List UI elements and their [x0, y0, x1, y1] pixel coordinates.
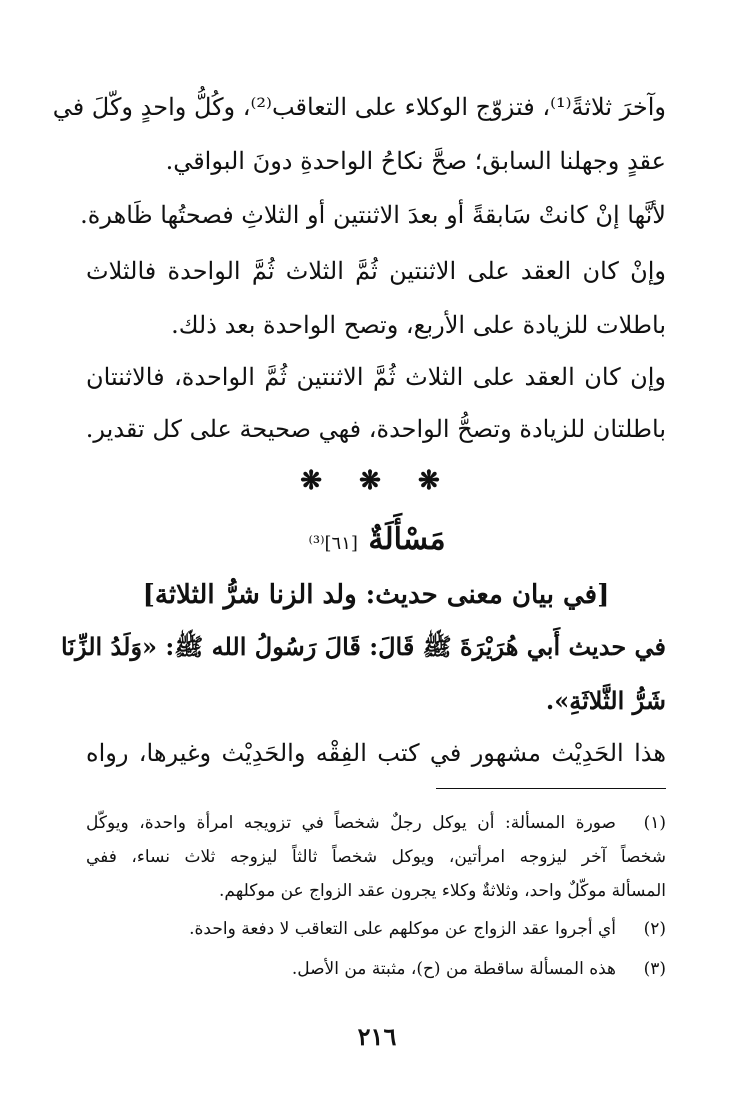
footnote-1-line-1: صورة المسألة: أن يوكل رجلٌ شخصاً في تزويجه امرأة واحدة، ويوكّل [86, 813, 616, 833]
hadith-line-2: شَرُّ الثَّلاثَةِ». [545, 686, 666, 715]
masala-subtitle: [في بيان معنى حديث: ولد الزنا شرُّ الثلاثة] [142, 580, 610, 610]
body-line-1: وآخرَ ثلاثةً⁽¹⁾، فتزوّج الوكلاء على التعاقب⁽²⁾، وكُلُّ واحدٍ وكّلَ في [52, 93, 666, 121]
footnote-divider [436, 788, 666, 789]
footnote-3-line-1: هذه المسألة ساقطة من (ح)، مثبتة من الأصل. [291, 959, 616, 979]
footnote-2 [86, 914, 666, 944]
footnote-1-line-3: المسألة موكّلٌ واحد، وثلاثةٌ وكلاء يجرون عقد الزواج عن موكلهم. [219, 881, 666, 901]
footnote-3 [86, 954, 666, 984]
body-line-2: عقدٍ وجهلنا السابق؛ صحَّ نكاحُ الواحدةِ دونَ البواقي. [165, 147, 666, 175]
body-line-5: باطلات للزيادة على الأربع، وتصح الواحدة بعد ذلك. [171, 311, 666, 339]
footnote-1-number: (١) [643, 813, 666, 833]
footnote-1 [86, 808, 666, 838]
body-line-3: لأنَّها إنْ كانتْ سَابقةً أو بعدَ الاثنتين أو الثلاثِ فصحتُها ظَاهرة. [80, 201, 666, 229]
body-line-6: وإن كان العقد على الثلاث ثُمَّ الاثنتين ثُمَّ الواحدة، فالاثنتان [86, 363, 666, 391]
masala-title: مَسْأَلَةٌ [368, 522, 446, 557]
footnote-2-line-1: أي أجروا عقد الزواج عن موكلهم على التعاقب لا دفعة واحدة. [189, 919, 616, 939]
masala-number: [٦١]⁽³⁾ [308, 533, 358, 554]
footnote-1-line-2: شخصاً آخر ليزوجه امرأتين، ويوكل شخصاً ثالثاً ليزوجه ثلاث نساء، ففي [86, 847, 666, 867]
body-line-7: باطلتان للزيادة وتصحُّ الواحدة، فهي صحيحة على كل تقدير. [85, 415, 666, 443]
hadith-line-1: في حديث أَبي هُرَيْرَةَ ﷺ قَالَ: قَالَ رَسُولُ الله ﷺ: «وَلَدُ الزِّنَا [60, 632, 666, 661]
footnote-2-number: (٢) [643, 919, 666, 939]
masala-heading [0, 520, 754, 564]
page-number: ٢١٦ [357, 1022, 397, 1051]
body-line-4: وإنْ كان العقد على الاثنتين ثُمَّ الثلاث ثُمَّ الواحدة فالثلاث [86, 257, 666, 285]
footnote-3-number: (٣) [643, 959, 666, 979]
section-separator: ❋ ❋ ❋ [300, 466, 454, 496]
body-last-line: هذا الحَدِيْث مشهور في كتب الفِقْه والحَدِيْث وغيرها، رواه [86, 739, 666, 767]
